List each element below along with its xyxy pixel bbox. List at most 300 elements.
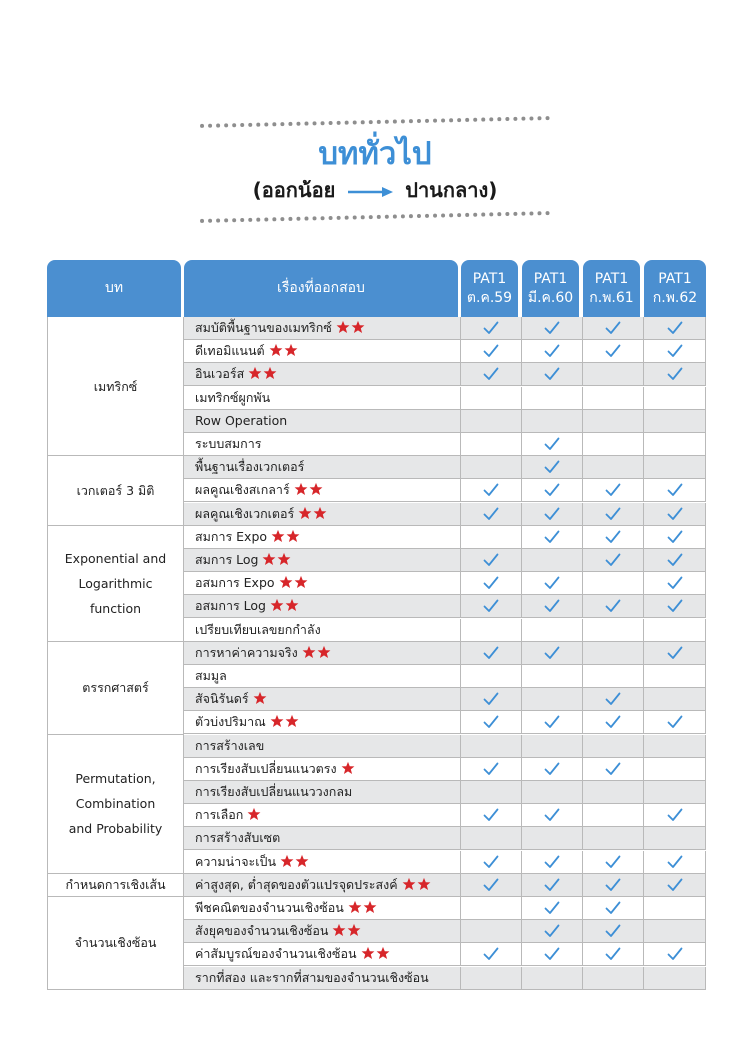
header-exam-3: PAT1 ก.พ.61	[583, 260, 640, 317]
topic-label: พีชคณิตของจำนวนเชิงซ้อน	[195, 900, 344, 915]
topic-cell	[183, 479, 460, 502]
exam-mark-cell	[521, 595, 582, 618]
exam-mark-cell	[460, 920, 521, 943]
exam-mark-cell	[582, 387, 643, 410]
chapter-cell	[47, 735, 184, 874]
checkmark-icon	[483, 947, 499, 961]
topic-cell	[183, 619, 460, 642]
exam-mark-cell	[582, 827, 643, 850]
checkmark-icon	[483, 576, 499, 590]
checkmark-icon	[605, 344, 621, 358]
exam-mark-cell	[582, 595, 643, 618]
chapter-label: ตรรกศาสตร์	[82, 680, 149, 696]
checkmark-icon	[544, 530, 560, 544]
topic-cell	[183, 549, 460, 572]
topic-cell	[183, 711, 460, 734]
star-icon	[271, 529, 285, 543]
exam-mark-cell	[643, 967, 706, 990]
exam-mark-cell	[460, 526, 521, 549]
exam-mark-cell	[521, 317, 582, 340]
exam-mark-cell	[643, 503, 706, 526]
topic-cell	[183, 363, 460, 386]
star-icon	[263, 366, 277, 380]
star-icon	[313, 506, 327, 520]
checkmark-icon	[667, 344, 683, 358]
star-icon	[347, 923, 361, 937]
topic-label: ดีเทอมิแนนต์	[195, 343, 265, 359]
exam-mark-cell	[643, 781, 706, 804]
checkmark-icon	[605, 924, 621, 938]
topic-label: ค่าสัมบูรณ์ของจำนวนเชิงซ้อน	[195, 946, 357, 962]
exam-mark-cell	[582, 897, 643, 920]
star-icon	[286, 529, 300, 543]
exam-mark-cell	[521, 804, 582, 827]
exam-mark-cell	[521, 479, 582, 502]
topic-label: การเรียงสับเปลี่ยนแนววงกลม	[195, 784, 353, 799]
checkmark-icon	[667, 483, 683, 497]
importance-stars	[294, 481, 324, 502]
exam-mark-cell	[521, 758, 582, 781]
checkmark-icon	[605, 878, 621, 892]
topic-label: ผลคูณเชิงสเกลาร์	[195, 482, 290, 498]
exam-mark-cell	[643, 943, 706, 966]
exam-mark-cell	[460, 433, 521, 456]
header-exam-4: PAT1 ก.พ.62	[644, 260, 706, 317]
star-icon	[336, 320, 350, 334]
exam-mark-cell	[521, 456, 582, 479]
chapter-label: Permutation, Combination and Probability	[68, 771, 163, 837]
star-icon	[341, 761, 355, 775]
topic-cell	[183, 317, 460, 340]
checkmark-icon	[667, 367, 683, 381]
checkmark-icon	[483, 367, 499, 381]
chapter-cell	[47, 642, 184, 735]
exam-mark-cell	[582, 851, 643, 874]
checkmark-icon	[667, 878, 683, 892]
topic-label: การสร้างเลข	[195, 737, 265, 753]
star-icon	[285, 598, 299, 612]
exam-mark-cell	[582, 317, 643, 340]
chapter-cell	[47, 317, 184, 456]
header-chapter: บท	[47, 260, 181, 317]
exam-mark-cell	[643, 920, 706, 943]
subtitle-right: ปานกลาง)	[405, 178, 498, 202]
exam-mark-cell	[521, 503, 582, 526]
exam-mark-cell	[582, 943, 643, 966]
exam-mark-cell	[521, 526, 582, 549]
exam-mark-cell	[582, 340, 643, 363]
importance-stars	[302, 644, 332, 665]
checkmark-icon	[667, 553, 683, 567]
checkmark-icon	[667, 855, 683, 869]
exam-mark-cell	[460, 619, 521, 642]
star-icon	[302, 645, 316, 659]
checkmark-icon	[667, 947, 683, 961]
checkmark-icon	[544, 901, 560, 915]
exam-mark-cell	[643, 526, 706, 549]
topic-label: เปรียบเทียบเลขยกกำลัง	[195, 621, 321, 637]
exam-mark-cell	[643, 479, 706, 502]
star-icon	[332, 923, 346, 937]
topic-label: การเลือก	[195, 807, 244, 823]
exam-mark-cell	[643, 595, 706, 618]
exam-mark-cell	[460, 549, 521, 572]
exam-mark-cell	[521, 410, 582, 433]
star-icon	[269, 343, 283, 357]
checkmark-icon	[483, 762, 499, 776]
topic-cell	[183, 456, 460, 479]
exam-mark-cell	[582, 526, 643, 549]
exam-mark-cell	[582, 758, 643, 781]
checkmark-icon	[483, 483, 499, 497]
star-icon	[294, 482, 308, 496]
exam-mark-cell	[643, 340, 706, 363]
star-icon	[294, 575, 308, 589]
exam-mark-cell	[521, 665, 582, 688]
exam-mark-cell	[582, 920, 643, 943]
exam-mark-cell	[460, 387, 521, 410]
topic-label: เมทริกซ์ผูกพัน	[195, 389, 271, 405]
checkmark-icon	[605, 553, 621, 567]
star-icon	[285, 714, 299, 728]
exam-mark-cell	[521, 874, 582, 897]
star-icon	[351, 320, 365, 334]
exam-mark-cell	[643, 874, 706, 897]
topic-label: ความน่าจะเป็น	[195, 853, 276, 869]
checkmark-icon	[544, 947, 560, 961]
exam-mark-cell	[521, 781, 582, 804]
importance-stars	[336, 319, 366, 340]
importance-stars	[248, 365, 278, 386]
checkmark-icon	[483, 715, 499, 729]
exam-mark-cell	[521, 827, 582, 850]
exam-mark-cell	[521, 851, 582, 874]
topic-label: สมการ Expo	[195, 528, 268, 544]
exam-mark-cell	[460, 781, 521, 804]
checkmark-icon	[667, 808, 683, 822]
checkmark-icon	[483, 553, 499, 567]
importance-stars	[332, 922, 362, 943]
topic-cell	[183, 642, 460, 665]
star-icon	[262, 552, 276, 566]
importance-stars	[341, 760, 356, 781]
exam-mark-cell	[643, 642, 706, 665]
checkmark-icon	[483, 321, 499, 335]
topic-label: การหาค่าความจริง	[195, 644, 298, 660]
exam-mark-cell	[643, 688, 706, 711]
exam-mark-cell	[521, 433, 582, 456]
chapter-cell	[47, 526, 184, 642]
topic-label: อสมการ Expo	[195, 575, 275, 591]
topic-label: ค่าสูงสุด, ต่ำสุดของตัวแปรจุดประสงค์	[195, 876, 398, 892]
exam-mark-cell	[643, 433, 706, 456]
checkmark-icon	[667, 599, 683, 613]
star-icon	[270, 598, 284, 612]
exam-mark-cell	[582, 549, 643, 572]
checkmark-icon	[544, 878, 560, 892]
topic-cell	[183, 433, 460, 456]
page-title: บททั่วไป	[318, 136, 432, 172]
topic-label: สมการ Log	[195, 552, 259, 567]
chapter-cell	[47, 874, 184, 897]
exam-mark-cell	[521, 642, 582, 665]
exam-mark-cell	[643, 572, 706, 595]
chapter-label: กำหนดการเชิงเส้น	[65, 877, 166, 893]
exam-mark-cell	[521, 920, 582, 943]
exam-mark-cell	[582, 665, 643, 688]
subtitle-left: (ออกน้อย	[252, 178, 336, 202]
exam-mark-cell	[582, 688, 643, 711]
exam-mark-cell	[521, 572, 582, 595]
importance-stars	[361, 945, 391, 966]
exam-mark-cell	[460, 827, 521, 850]
exam-mark-cell	[521, 711, 582, 734]
topic-cell	[183, 503, 460, 526]
exam-mark-cell	[582, 363, 643, 386]
star-icon	[361, 946, 375, 960]
exam-mark-cell	[460, 804, 521, 827]
star-icon	[253, 691, 267, 705]
checkmark-icon	[544, 924, 560, 938]
page-subtitle	[0, 174, 750, 206]
checkmark-icon	[544, 507, 560, 521]
exam-mark-cell	[582, 735, 643, 758]
checkmark-icon	[605, 715, 621, 729]
exam-mark-cell	[460, 735, 521, 758]
star-icon	[376, 946, 390, 960]
exam-mark-cell	[643, 735, 706, 758]
star-icon	[363, 900, 377, 914]
importance-stars	[298, 505, 328, 526]
exam-mark-cell	[582, 804, 643, 827]
topic-label: อินเวอร์ส	[195, 366, 245, 382]
checkmark-icon	[667, 715, 683, 729]
exam-mark-cell	[521, 340, 582, 363]
checkmark-icon	[605, 901, 621, 915]
exam-mark-cell	[521, 549, 582, 572]
exam-topic-table	[47, 260, 706, 1007]
exam-mark-cell	[643, 897, 706, 920]
checkmark-icon	[483, 855, 499, 869]
exam-mark-cell	[521, 387, 582, 410]
star-icon	[417, 877, 431, 891]
topic-cell	[183, 851, 460, 874]
checkmark-icon	[667, 646, 683, 660]
header-exam-2: PAT1 มี.ค.60	[522, 260, 579, 317]
chapter-label: เวกเตอร์ 3 มิติ	[76, 482, 155, 498]
checkmark-icon	[544, 762, 560, 776]
exam-mark-cell	[460, 711, 521, 734]
exam-mark-cell	[460, 897, 521, 920]
exam-mark-cell	[521, 688, 582, 711]
star-icon	[284, 343, 298, 357]
exam-mark-cell	[521, 897, 582, 920]
star-icon	[309, 482, 323, 496]
exam-mark-cell	[643, 711, 706, 734]
importance-stars	[269, 342, 299, 363]
exam-mark-cell	[582, 572, 643, 595]
checkmark-icon	[544, 437, 560, 451]
exam-mark-cell	[582, 642, 643, 665]
star-icon	[277, 552, 291, 566]
chapter-label: เมทริกซ์	[93, 378, 138, 394]
topic-cell	[183, 920, 460, 943]
checkmark-icon	[483, 878, 499, 892]
star-icon	[248, 366, 262, 380]
exam-mark-cell	[643, 665, 706, 688]
topic-label: Row Operation	[195, 412, 288, 428]
checkmark-icon	[667, 507, 683, 521]
topic-cell	[183, 410, 460, 433]
exam-mark-cell	[460, 758, 521, 781]
importance-stars	[262, 551, 292, 572]
checkmark-icon	[483, 692, 499, 706]
exam-mark-cell	[460, 665, 521, 688]
exam-mark-cell	[460, 456, 521, 479]
topic-cell	[183, 735, 460, 758]
exam-mark-cell	[460, 340, 521, 363]
header-topic: เรื่องที่ออกสอบ	[184, 260, 458, 317]
exam-mark-cell	[582, 781, 643, 804]
importance-stars	[253, 690, 268, 711]
topic-cell	[183, 665, 460, 688]
checkmark-icon	[483, 599, 499, 613]
checkmark-icon	[544, 483, 560, 497]
topic-label: ตัวบ่งปริมาณ	[195, 714, 266, 730]
star-icon	[317, 645, 331, 659]
checkmark-icon	[667, 576, 683, 590]
exam-mark-cell	[582, 433, 643, 456]
importance-stars	[280, 853, 310, 874]
exam-mark-cell	[460, 410, 521, 433]
checkmark-icon	[544, 715, 560, 729]
topic-label: สมมูล	[195, 668, 227, 683]
topic-cell	[183, 387, 460, 410]
exam-mark-cell	[582, 874, 643, 897]
checkmark-icon	[667, 321, 683, 335]
exam-mark-cell	[582, 479, 643, 502]
topic-cell	[183, 340, 460, 363]
dotted-divider-bottom	[200, 211, 550, 223]
exam-mark-cell	[643, 387, 706, 410]
exam-mark-cell	[460, 479, 521, 502]
checkmark-icon	[605, 947, 621, 961]
topic-label: สมบัติพื้นฐานของเมทริกซ์	[195, 320, 332, 335]
topic-cell	[183, 943, 460, 966]
importance-stars	[402, 876, 432, 897]
dotted-divider-top	[200, 116, 550, 128]
topic-label: การสร้างสับเซต	[195, 830, 281, 846]
exam-mark-cell	[460, 943, 521, 966]
checkmark-icon	[605, 321, 621, 335]
exam-mark-cell	[460, 595, 521, 618]
topic-cell	[183, 967, 460, 990]
exam-mark-cell	[582, 456, 643, 479]
exam-mark-cell	[643, 317, 706, 340]
checkmark-icon	[605, 692, 621, 706]
topic-cell	[183, 827, 460, 850]
table-header	[47, 260, 706, 317]
exam-mark-cell	[521, 943, 582, 966]
checkmark-icon	[605, 483, 621, 497]
exam-mark-cell	[643, 363, 706, 386]
importance-stars	[247, 806, 262, 827]
checkmark-icon	[605, 530, 621, 544]
checkmark-icon	[544, 344, 560, 358]
importance-stars	[348, 899, 378, 920]
table-body	[47, 317, 706, 1007]
exam-mark-cell	[521, 619, 582, 642]
topic-label: ระบบสมการ	[195, 436, 262, 451]
topic-cell	[183, 526, 460, 549]
exam-mark-cell	[521, 967, 582, 990]
checkmark-icon	[483, 507, 499, 521]
topic-cell	[183, 758, 460, 781]
checkmark-icon	[605, 855, 621, 869]
right-arrow-icon	[346, 186, 394, 198]
exam-mark-cell	[643, 456, 706, 479]
exam-mark-cell	[460, 967, 521, 990]
exam-mark-cell	[460, 317, 521, 340]
topic-label: สัจนิรันดร์	[195, 691, 249, 707]
checkmark-icon	[667, 530, 683, 544]
importance-stars	[279, 574, 309, 595]
chapter-label: จำนวนเชิงซ้อน	[74, 935, 157, 951]
checkmark-icon	[544, 460, 560, 474]
exam-mark-cell	[643, 827, 706, 850]
star-icon	[279, 575, 293, 589]
topic-label: สังยุคของจำนวนเชิงซ้อน	[195, 923, 329, 939]
star-icon	[270, 714, 284, 728]
checkmark-icon	[544, 599, 560, 613]
star-icon	[348, 900, 362, 914]
topic-cell	[183, 688, 460, 711]
exam-mark-cell	[582, 967, 643, 990]
star-icon	[295, 854, 309, 868]
topic-label: อสมการ Log	[195, 598, 266, 614]
exam-mark-cell	[582, 410, 643, 433]
checkmark-icon	[544, 367, 560, 381]
checkmark-icon	[605, 762, 621, 776]
chapter-cell	[47, 897, 184, 990]
checkmark-icon	[483, 808, 499, 822]
exam-mark-cell	[460, 642, 521, 665]
star-icon	[298, 506, 312, 520]
importance-stars	[271, 528, 301, 549]
checkmark-icon	[544, 576, 560, 590]
exam-mark-cell	[643, 619, 706, 642]
exam-mark-cell	[460, 363, 521, 386]
chapter-cell	[47, 456, 184, 526]
exam-mark-cell	[643, 549, 706, 572]
checkmark-icon	[544, 646, 560, 660]
exam-mark-cell	[521, 735, 582, 758]
header-exam-1: PAT1 ต.ค.59	[461, 260, 518, 317]
exam-mark-cell	[521, 363, 582, 386]
exam-mark-cell	[643, 410, 706, 433]
exam-mark-cell	[643, 851, 706, 874]
exam-mark-cell	[460, 688, 521, 711]
checkmark-icon	[544, 855, 560, 869]
star-icon	[402, 877, 416, 891]
exam-mark-cell	[460, 851, 521, 874]
exam-mark-cell	[643, 804, 706, 827]
checkmark-icon	[544, 808, 560, 822]
topic-cell	[183, 874, 460, 897]
exam-mark-cell	[460, 503, 521, 526]
topic-cell	[183, 595, 460, 618]
exam-mark-cell	[582, 711, 643, 734]
